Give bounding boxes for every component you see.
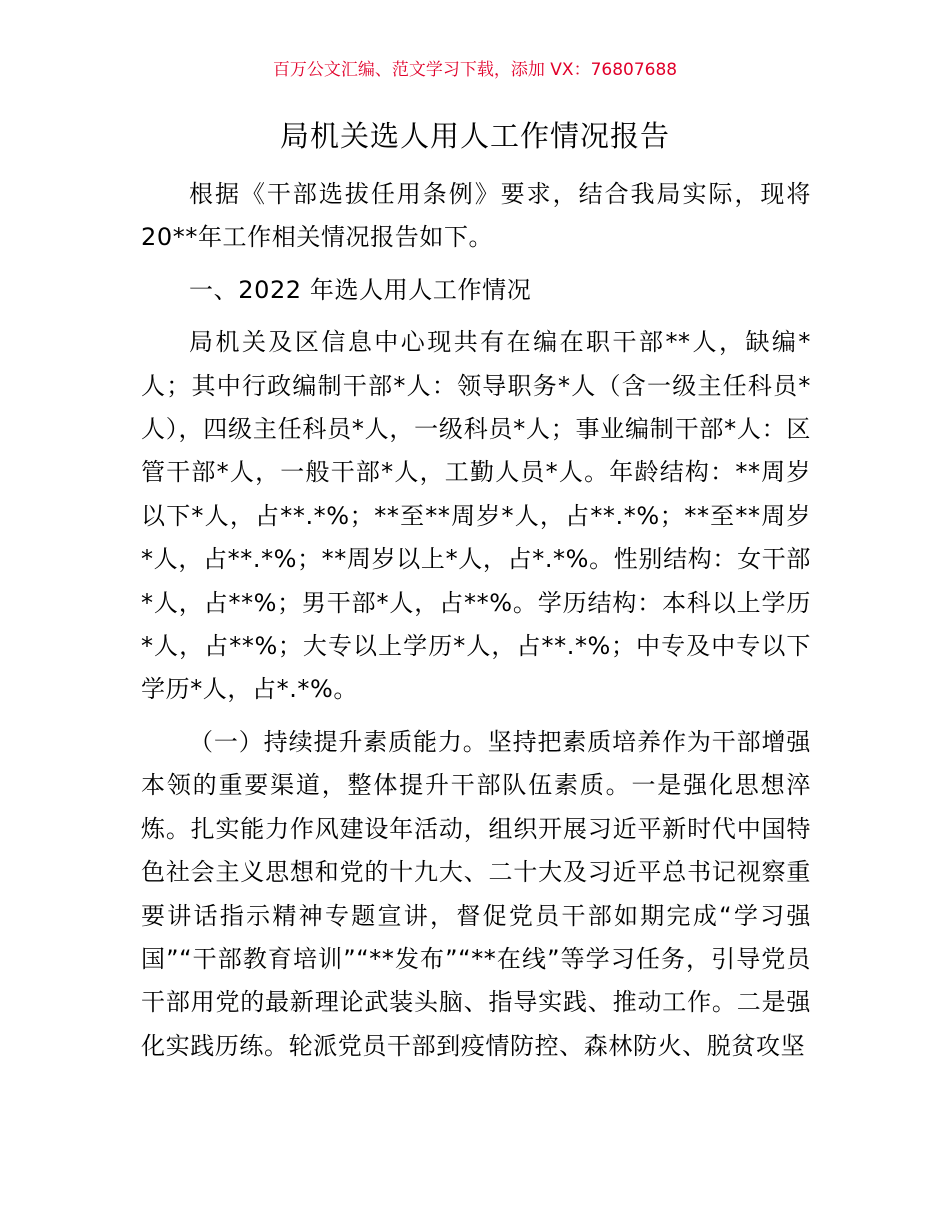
document-title: 局机关选人用人工作情况报告	[279, 119, 670, 153]
paragraph-staffing: 局机关及区信息中心现共有在编在职干部**人，缺编*人；其中行政编制干部*人：领导职务*人（含一级主任科员*人），四级主任科员*人，一级科员*人；事业编制干部*人：区管干部*人，一般干部*人，工勤人员*人。年龄结构：**周岁以下*人，占**.*%；**至**周岁*人，占**.*%；**至**周岁*人，占**.*%；**周岁以上*人，占*.*%。性别结构：女干部*人，占**%；男干部*人，占**%。学历结构：本科以上学历*人，占**%；大专以上学历*人，占**.*%；中专及中专以下学历*人，占*.*%。	[141, 328, 811, 704]
document-body	[141, 173, 811, 1077]
paragraph-quality: （一）持续提升素质能力。坚持把素质培养作为干部增强本领的重要渠道，整体提升干部队伍素质。一是强化思想淬炼。扎实能力作风建设年活动，组织开展习近平新时代中国特色社会主义思想和党的十九大、二十大及习近平总书记视察重要讲话指示精神专题宣讲，督促党员干部如期完成“学习强国”“干部教育培训”“**发布”“**在线”等学习任务，引导党员干部用党的最新理论武装头脑、指导实践、推动工作。二是强化实践历练。轮派党员干部到疫情防控、森林防火、脱贫攻坚	[141, 727, 811, 1060]
paragraph-intro: 根据《干部选拔任用条例》要求，结合我局实际，现将20**年工作相关情况报告如下。	[141, 180, 811, 252]
header-banner: 百万公文汇编、范文学习下载，添加 VX：76807688	[272, 60, 678, 80]
section-heading-1: 一、2022 年选人用人工作情况	[189, 275, 532, 304]
